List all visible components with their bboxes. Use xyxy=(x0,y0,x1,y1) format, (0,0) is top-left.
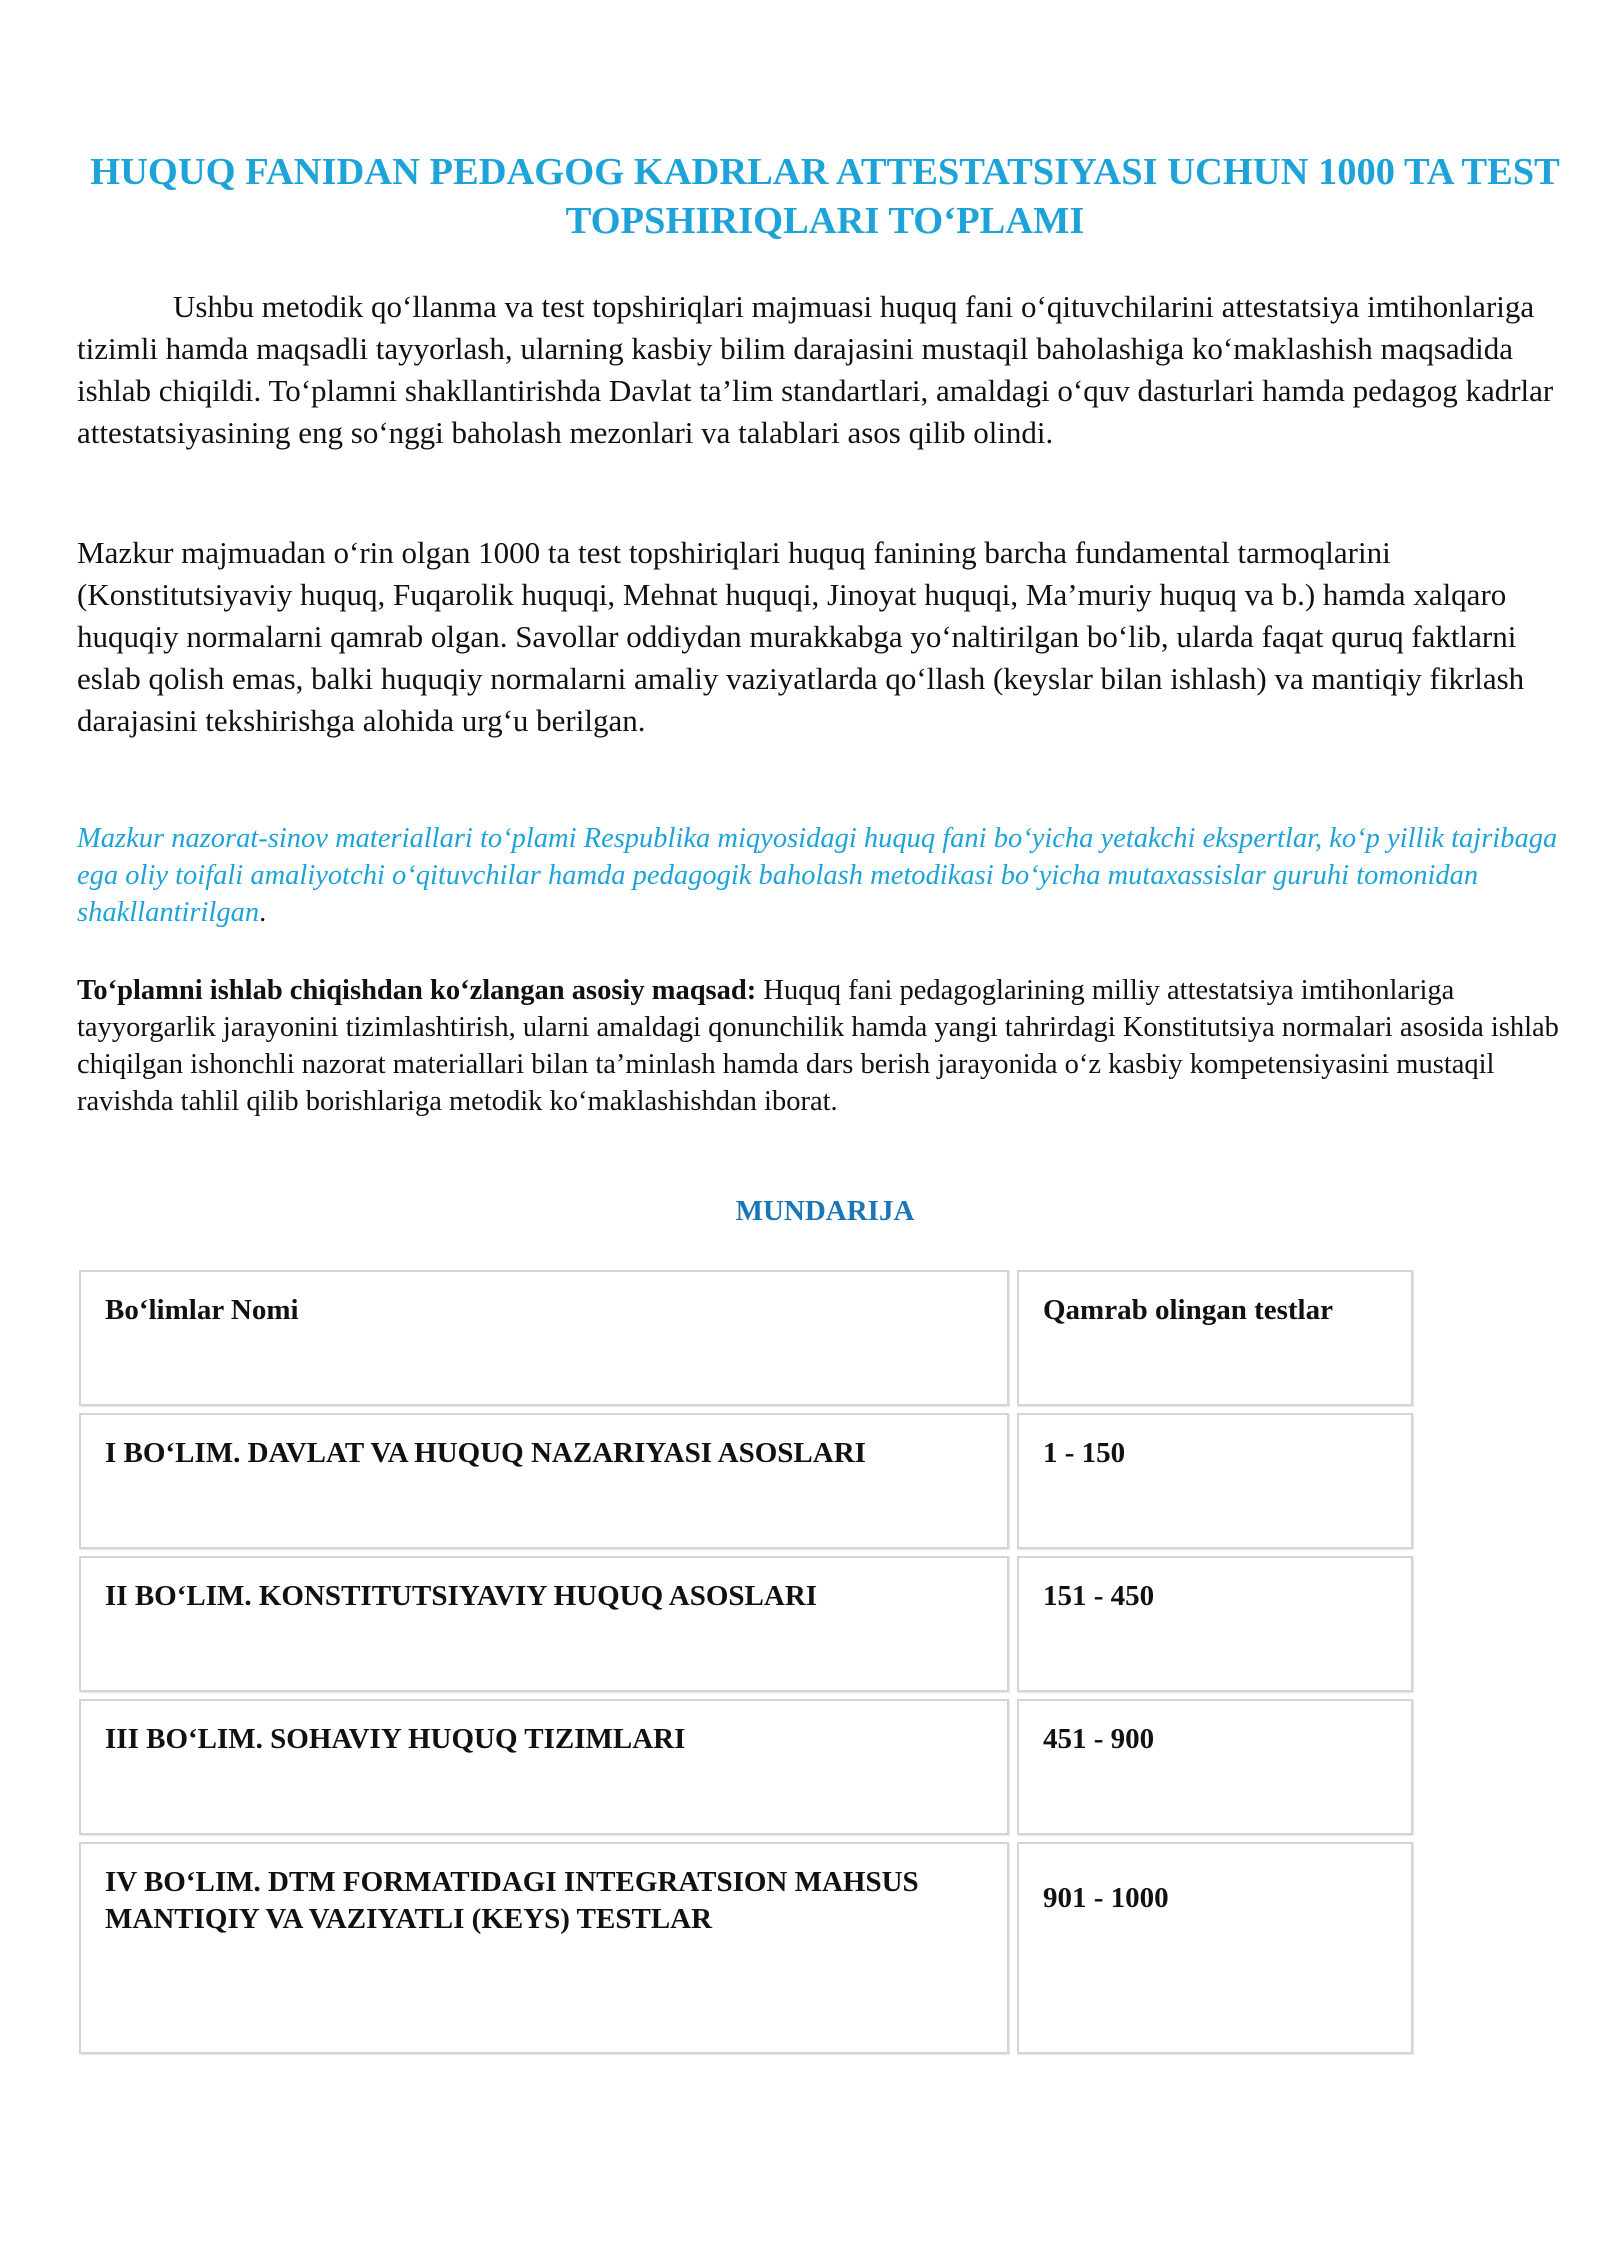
toc-section-range: 451 - 900 xyxy=(1017,1699,1413,1835)
toc-header-range: Qamrab olingan testlar xyxy=(1017,1270,1413,1406)
toc-section-range: 901 - 1000 xyxy=(1017,1842,1413,2054)
goal-label: To‘plamni ishlab chiqishdan ko‘zlangan asosiy maqsad: xyxy=(77,975,757,1006)
table-row xyxy=(79,1556,1413,1692)
toc-section-name: III BO‘LIM. SOHAVIY HUQUQ TIZIMLARI xyxy=(79,1699,1009,1835)
toc-title: MUNDARIJA xyxy=(735,1195,915,1227)
toc-header-row xyxy=(79,1270,1413,1406)
toc-section-range: 1 - 150 xyxy=(1017,1413,1413,1549)
table-row xyxy=(79,1699,1413,1835)
toc-section-range: 151 - 450 xyxy=(1017,1556,1413,1692)
toc-section-name: I BO‘LIM. DAVLAT VA HUQUQ NAZARIYASI ASOSLARI xyxy=(79,1413,1009,1549)
scope-paragraph: Mazkur majmuadan o‘rin olgan 1000 ta test topshiriqlari huquq fanining barcha fundamental tarmoqlarini (Konstitutsiyaviy huquq, Fuqarolik huquqi, Mehnat huquqi, Jinoyat huquqi, Ma’muriy huquq va b.) hamda xalqaro huquqiy normalarni qamrab olgan. Savollar oddiydan murakkabga yo‘naltirilgan bo‘lib, ularda faqat quruq faktlarni eslab qolish emas, balki huquqiy normalarni amaliy vaziyatlarda qo‘llash (keyslar bilan ishlash) va mantiqiy fikrlash darajasini tekshirishga alohida urg‘u berilgan. xyxy=(77,535,1525,738)
goal-paragraph xyxy=(77,972,1567,1120)
document-title: HUQUQ FANIDAN PEDAGOG KADRLAR ATTESTATSIYASI UCHUN 1000 TA TEST TOPSHIRIQLARI TO‘PLAMI xyxy=(90,151,1560,242)
toc-table xyxy=(79,1270,1413,2061)
table-row xyxy=(79,1413,1413,1549)
table-row xyxy=(79,1842,1413,2054)
authors-paragraph xyxy=(77,820,1567,931)
toc-section-name: IV BO‘LIM. DTM FORMATIDAGI INTEGRATSION MAHSUS MANTIQIY VA VAZIYATLI (KEYS) TESTLAR xyxy=(79,1842,1009,2054)
toc-header-name: Bo‘limlar Nomi xyxy=(79,1270,1009,1406)
authors-period: . xyxy=(259,897,267,928)
toc-section-name: II BO‘LIM. KONSTITUTSIYAVIY HUQUQ ASOSLARI xyxy=(79,1556,1009,1692)
intro-paragraph: Ushbu metodik qo‘llanma va test topshiriqlari majmuasi huquq fani o‘qituvchilarini attestatsiya imtihonlariga tizimli hamda maqsadli tayyorlash, ularning kasbiy bilim darajasini mustaqil baholashiga ko‘maklashish maqsadida ishlab chiqildi. To‘plamni shakllantirishda Davlat ta’lim standartlari, amaldagi o‘quv dasturlari hamda pedagog kadrlar attestatsiyasining eng so‘nggi baholash mezonlari va talablari asos qilib olindi. xyxy=(77,289,1554,450)
goal-text: Huquq fani pedagoglarining milliy attestatsiya imtihonlariga tayyorgarlik jarayonini tizimlashtirish, ularni amaldagi qonunchilik hamda yangi tahrirdagi Konstitutsiya normalari asosida ishlab chiqilgan ishonchli nazorat materiallari bilan ta’minlash hamda dars berish jarayonida o‘z kasbiy kompetensiyasini mustaqil ravishda tahlil qilib borishlariga metodik ko‘maklashishdan iborat. xyxy=(77,975,1559,1117)
authors-text: Mazkur nazorat-sinov materiallari to‘plami Respublika miqyosidagi huquq fani bo‘yicha yetakchi ekspertlar, ko‘p yillik tajribaga ega oliy toifali amaliyotchi o‘qituvchilar hamda pedagogik baholash metodikasi bo‘yicha mutaxassislar guruhi tomonidan shakllantirilgan xyxy=(77,823,1558,928)
